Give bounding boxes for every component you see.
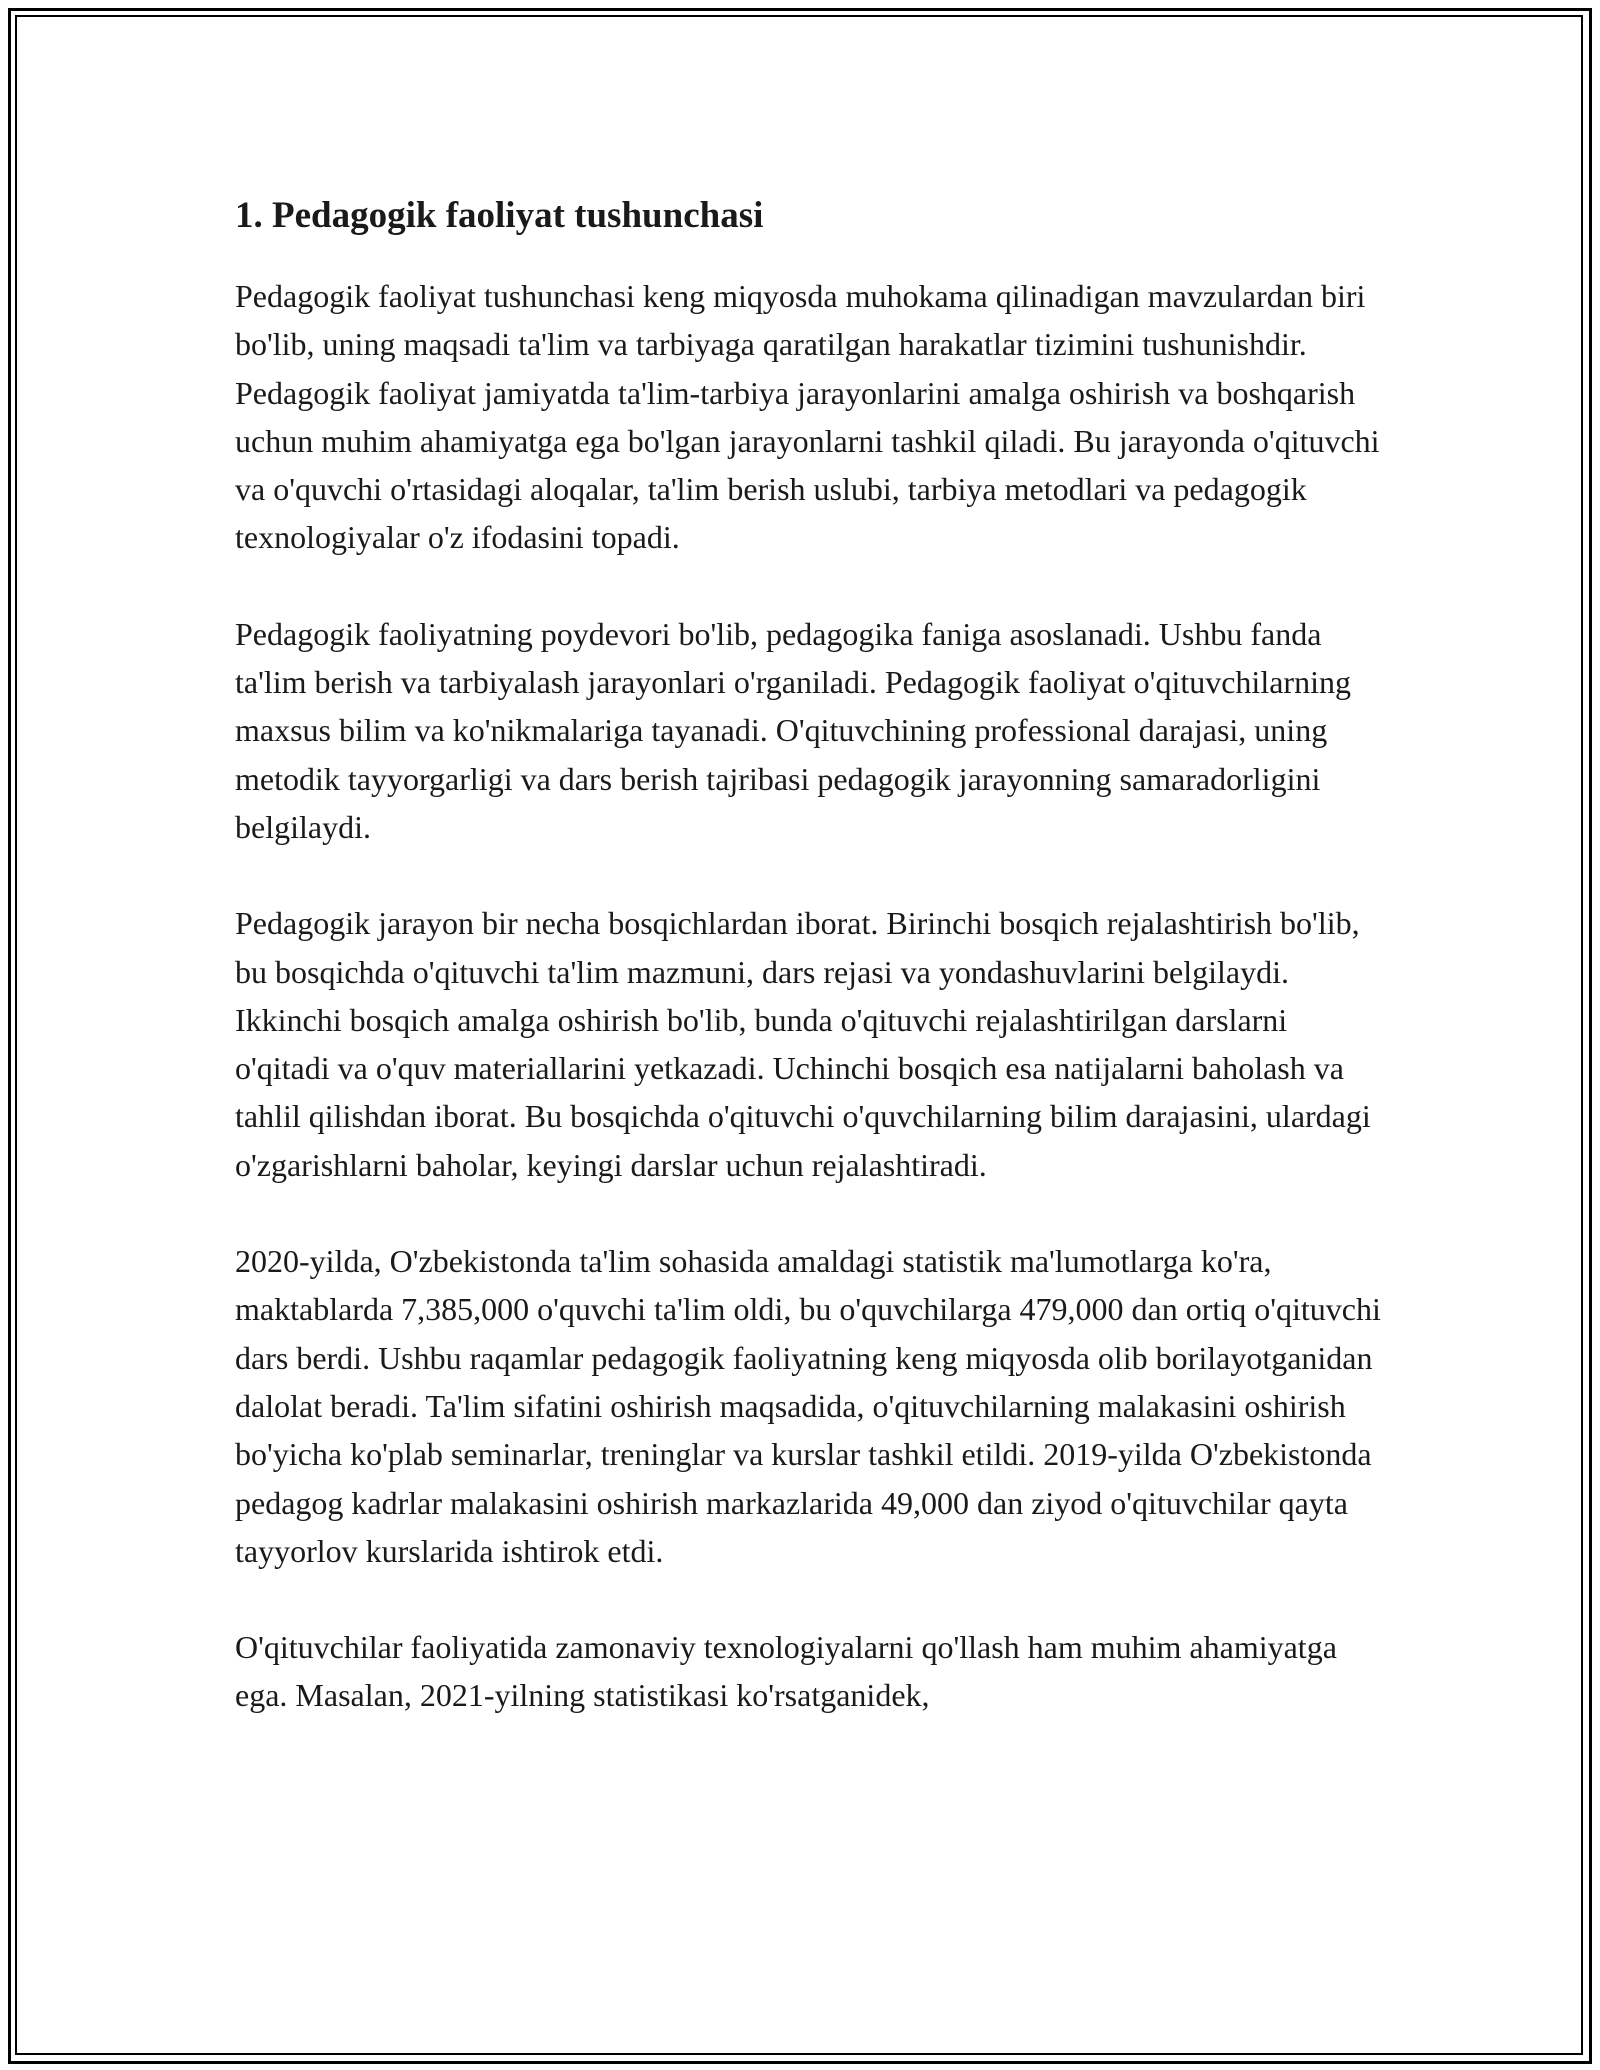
paragraph-1: Pedagogik faoliyat tushunchasi keng miqyosda muhokama qilinadigan mavzulardan biri bo'lib, uning maqsadi ta'lim va tarbiyaga qaratilgan harakatlar tizimini tushunishdir. Pedagogik faoliyat jamiyatda ta'lim-tarbiya jarayonlarini amalga oshirish va boshqarish uchun muhim ahamiyatga ega bo'lgan jarayonlarni tashkil qiladi. Bu jarayonda o'qituvchi va o'quvchi o'rtasidagi aloqalar, ta'lim berish uslubi, tarbiya metodlari va pedagogik texnologiyalar o'z ifodasini topadi.: [235, 278, 1380, 556]
paragraph-2: Pedagogik faoliyatning poydevori bo'lib, pedagogika faniga asoslanadi. Ushbu fanda ta'lim berish va tarbiyalash jarayonlari o'rganiladi. Pedagogik faoliyat o'qituvchilarning maxsus bilim va ko'nikmalariga tayanadi. O'qituvchining professional darajasi, uning metodik tayyorgarligi va dars berish tajribasi pedagogik jarayonning samaradorligini belgilaydi.: [235, 615, 1351, 845]
section-heading: 1. Pedagogik faoliyat tushunchasi: [235, 195, 764, 236]
paragraph-3: Pedagogik jarayon bir necha bosqichlardan iborat. Birinchi bosqich rejalashtirish bo'lib, bu bosqichda o'qituvchi ta'lim mazmuni, dars rejasi va yondashuvlarini belgilaydi. Ikkinchi bosqich amalga oshirish bo'lib, bunda o'qituvchi rejalashtirilgan darslarni o'qitadi va o'quv materiallarini yetkazadi. Uchinchi bosqich esa natijalarni baholash va tahlil qilishdan iborat. Bu bosqichda o'qituvchi o'quvchilarning bilim darajasini, ulardagi o'zgarishlarni baholar, keyingi darslar uchun rejalashtiradi.: [235, 905, 1371, 1183]
paragraph-4: 2020-yilda, O'zbekistonda ta'lim sohasida amaldagi statistik ma'lumotlarga ko'ra, maktablarda 7,385,000 o'quvchi ta'lim oldi, bu o'quvchilarga 479,000 dan ortiq o'qituvchi dars berdi. Ushbu raqamlar pedagogik faoliyatning keng miqyosda olib borilayotganidan dalolat beradi. Ta'lim sifatini oshirish maqsadida, o'qituvchilarning malakasini oshirish bo'yicha ko'plab seminarlar, treninglar va kurslar tashkil etildi. 2019-yilda O'zbekistonda pedagog kadrlar malakasini oshirish markazlarida 49,000 dan ziyod o'qituvchilar qayta tayyorlov kurslarida ishtirok etdi.: [235, 1243, 1381, 1569]
paragraph-5: O'qituvchilar faoliyatida zamonaviy texnologiyalarni qo'llash ham muhim ahamiyatga ega. Masalan, 2021-yilning statistikasi ko'rsatganidek,: [235, 1629, 1337, 1714]
document-body: [235, 188, 1385, 1768]
